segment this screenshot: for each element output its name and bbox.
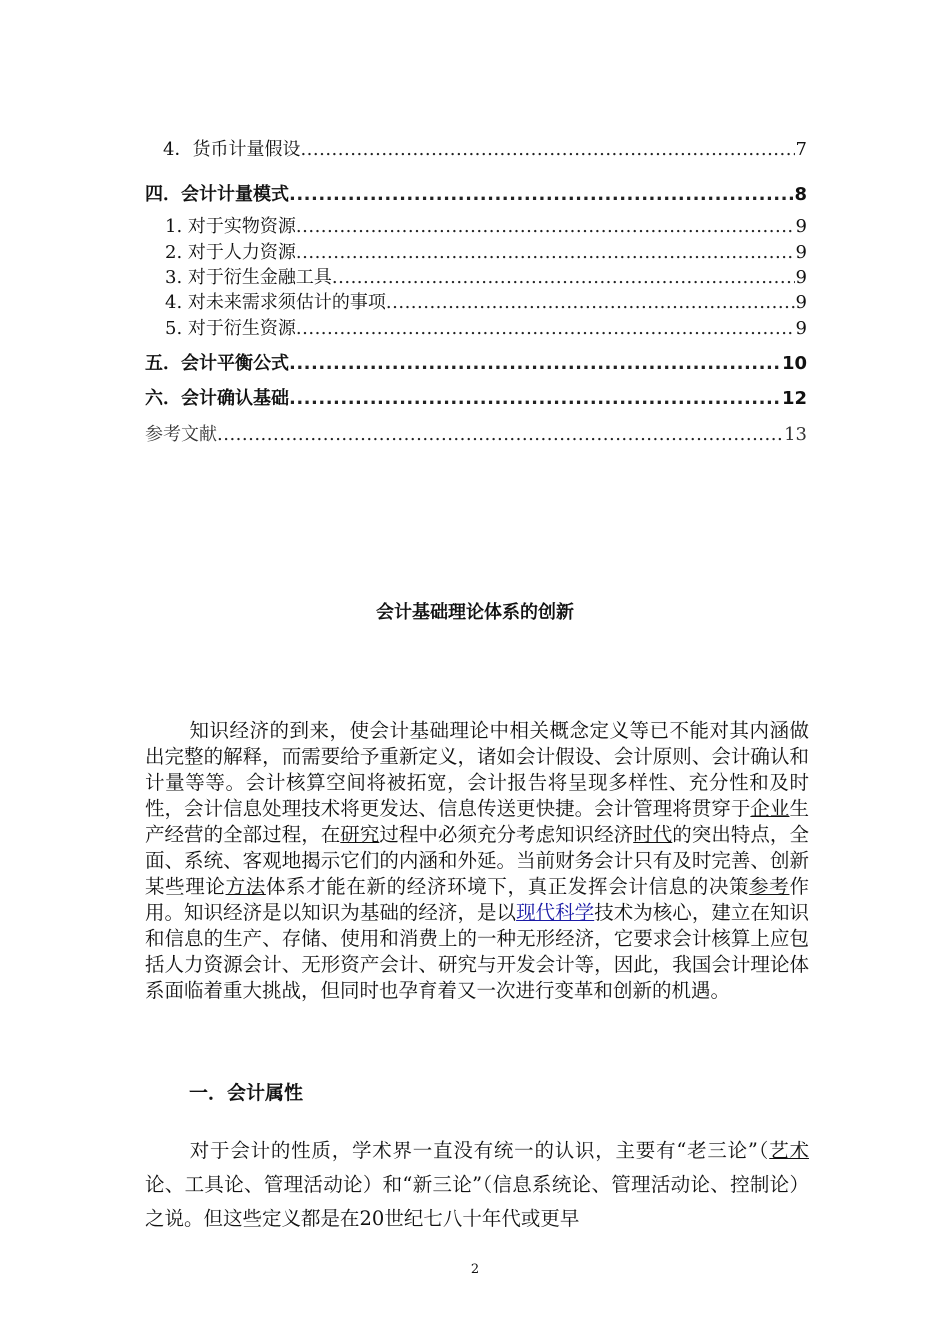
toc-entry[interactable] <box>165 318 807 340</box>
toc-entry-label: 5. 对于衍生资源 <box>165 318 296 339</box>
underlined-term: 研究 <box>340 823 380 846</box>
underlined-term: 参考 <box>749 875 790 898</box>
toc-leader <box>296 242 795 264</box>
underlined-term: 方法 <box>225 875 266 898</box>
toc-page-number: 9 <box>795 292 807 313</box>
toc-entry-label: 2. 对于人力资源 <box>165 242 296 263</box>
paragraph-text: 技术为核心，建立在知识和信息的生产、存储、使用和消费上的一种无形经济，它要求会计核算上应包括人力资源会计、无形资产会计、研究与开发会计等，因此，我国会计理论体系面临着重大挑战，但同时也孕育着又一次进行变革和创新的机遇。 <box>145 901 809 1002</box>
toc-leader <box>217 424 783 446</box>
toc-page-number: 10 <box>781 353 807 374</box>
toc-page-number: 13 <box>784 424 807 445</box>
toc-entry[interactable] <box>165 216 807 238</box>
underlined-term: 艺术 <box>769 1139 809 1162</box>
toc-leader <box>296 216 795 238</box>
toc-entry[interactable] <box>145 353 807 375</box>
page-number: 2 <box>470 1262 480 1277</box>
toc-leader <box>296 318 795 340</box>
paragraph-text: 的突出特点，全面、系统、客观地揭示它们的内涵和外延。当前财务会计只有及时完善、创新某些理论 <box>145 823 809 898</box>
paragraph-text: 作用。知识经济是以知识为基础的经济，是以 <box>145 875 809 924</box>
article-title: 会计基础理论体系的创新 <box>376 602 574 623</box>
toc-entry-label: 四．会计计量模式 <box>145 184 289 205</box>
toc-entry[interactable] <box>145 424 807 446</box>
section-paragraph <box>145 1134 809 1236</box>
toc-entry-label: 4. 对未来需求须估计的事项 <box>165 292 386 313</box>
section-heading: 一．会计属性 <box>189 1082 304 1104</box>
toc-entry[interactable] <box>163 139 807 161</box>
toc-page-number: 12 <box>781 388 807 409</box>
toc-entry[interactable] <box>165 292 807 314</box>
toc-page-number: 9 <box>795 242 807 263</box>
toc-entry[interactable] <box>145 184 807 206</box>
toc-entry-label: 3. 对于衍生金融工具 <box>165 267 332 288</box>
toc-entry-label: 六．会计确认基础 <box>145 388 289 409</box>
paragraph-text: 过程中必须充分考虑知识经济 <box>379 823 634 846</box>
toc-entry[interactable] <box>145 388 807 410</box>
paragraph-text: 体系才能在新的经济环境下，真正发挥会计信息的决策 <box>265 875 750 898</box>
toc-entry-label: 4．货币计量假设 <box>163 139 301 160</box>
toc-page-number: 9 <box>795 267 807 288</box>
toc-entry[interactable] <box>165 242 807 264</box>
toc-leader <box>386 292 795 314</box>
hyperlink[interactable]: 现代科学 <box>516 901 595 924</box>
toc-page-number: 9 <box>795 216 807 237</box>
toc-entry-label: 1. 对于实物资源 <box>165 216 296 237</box>
toc-leader <box>300 139 794 161</box>
toc-leader <box>289 388 781 410</box>
paragraph-text: 知识经济的到来，使会计基础理论中相关概念定义等已不能对其内涵做出完整的解释，而需要给予重新定义，诸如会计假设、会计原则、会计确认和计量等等。会计核算空间将被拓宽，会计报告将呈现多样性、充分性和及时性，会计信息处理技术将更发达、信息传送更快捷。会计管理将贯穿于 <box>145 719 809 820</box>
toc-leader <box>289 184 793 206</box>
intro-paragraph <box>145 718 809 1004</box>
toc-leader <box>289 353 781 375</box>
paragraph-text: 对于会计的性质，学术界一直没有统一的认识，主要有“老三论”（ <box>189 1139 770 1162</box>
toc-page-number: 8 <box>794 184 807 205</box>
toc-page-number: 9 <box>795 318 807 339</box>
toc-page-number: 7 <box>795 139 807 160</box>
underlined-term: 企业 <box>750 797 790 820</box>
toc-entry-label: 参考文献 <box>145 424 217 445</box>
toc-entry-label: 五．会计平衡公式 <box>145 353 289 374</box>
toc-leader <box>332 267 795 289</box>
paragraph-text: 生产经营的全部过程，在 <box>145 797 809 846</box>
toc-entry[interactable] <box>165 267 807 289</box>
underlined-term: 时代 <box>633 823 673 846</box>
paragraph-text: 论、工具论、管理活动论）和“新三论”（信息系统论、管理活动论、控制论）之说。但这些定义都是在20世纪七八十年代或更早 <box>145 1173 809 1230</box>
